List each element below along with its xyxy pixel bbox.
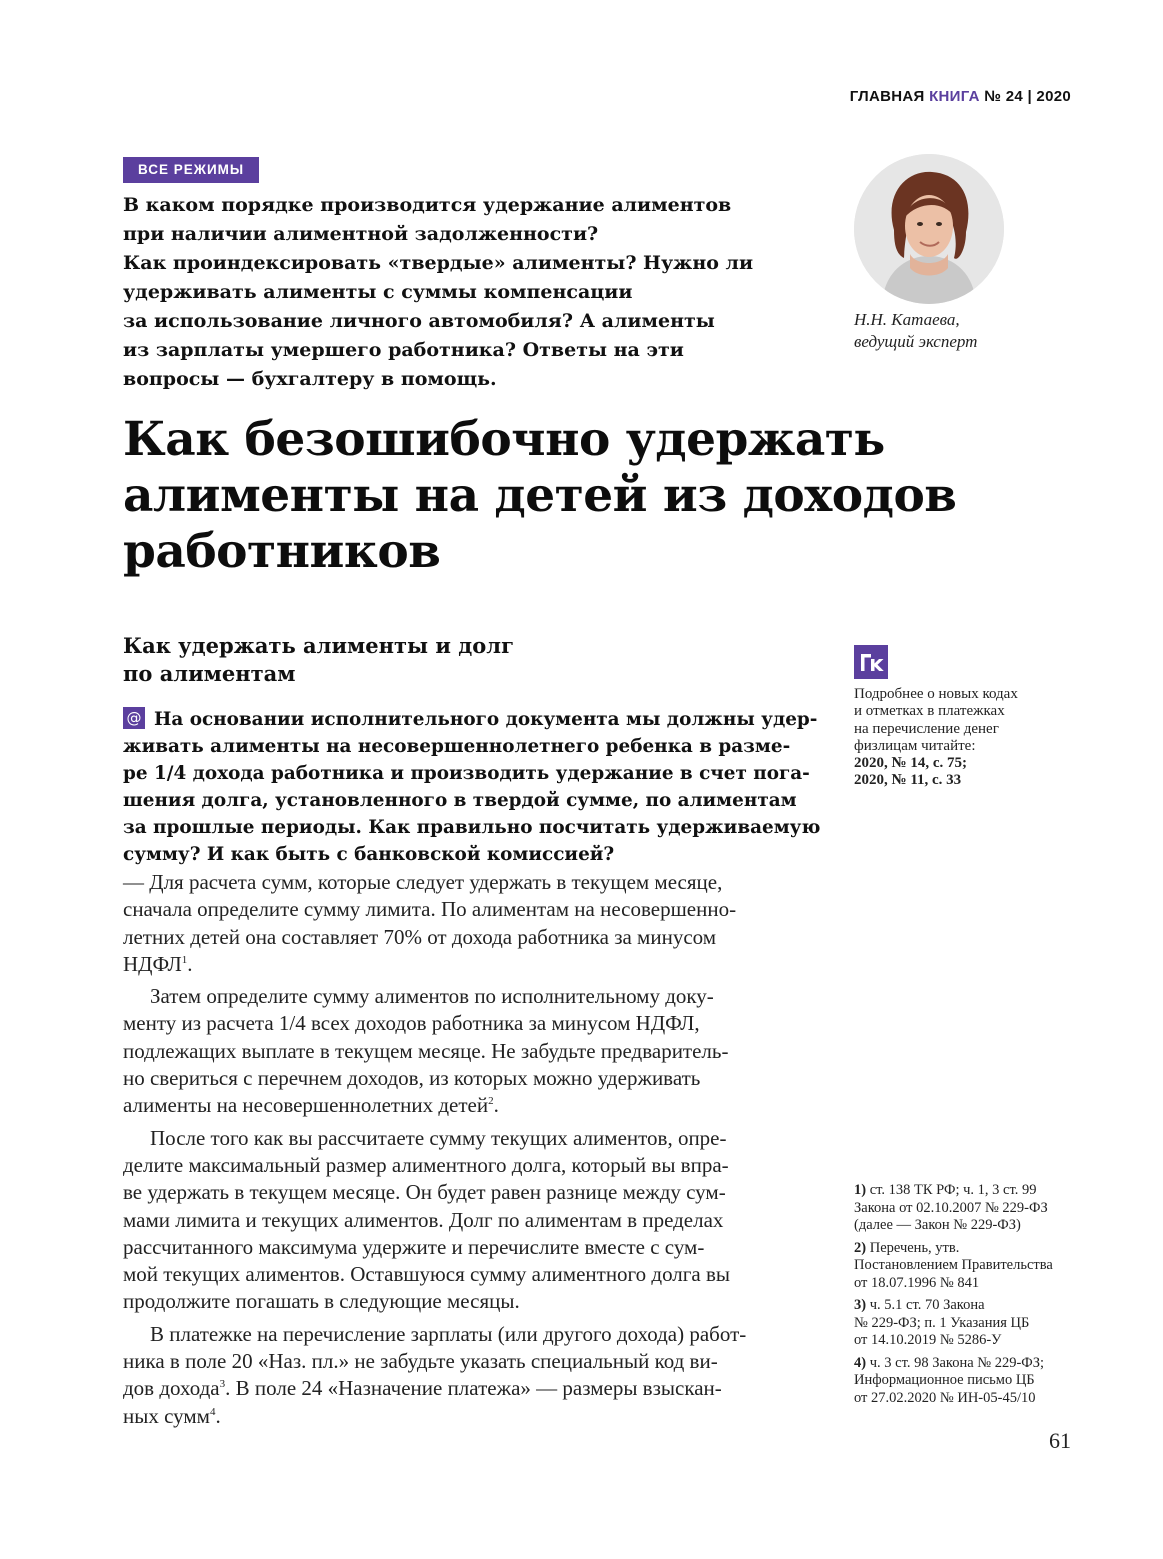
question-line: шения долга, установленного в твердой сумме, по алиментам xyxy=(123,790,797,811)
footnote xyxy=(854,1240,1094,1293)
lead-paragraph xyxy=(123,191,803,394)
category-tag: ВСЕ РЕЖИМЫ xyxy=(123,157,259,183)
magazine-name-accent: КНИГА xyxy=(929,88,980,105)
gk-logo-glyph xyxy=(854,645,888,679)
footnote-line: от 18.07.1996 № 841 xyxy=(854,1274,980,1291)
body-line: рассчитанного максимума удержите и перечислите вместе с сум- xyxy=(123,1234,705,1259)
body-line xyxy=(123,951,803,978)
sidebar-ref[interactable] xyxy=(854,755,1084,772)
footnote-ref[interactable]: 2 xyxy=(488,1095,494,1108)
footnote-ref[interactable]: 4 xyxy=(209,1405,216,1418)
body-line: сначала определите сумму лимита. По алиментам на несовершенно- xyxy=(123,897,737,922)
question-line: за прошлые периоды. Как правильно посчитать удерживаемую xyxy=(123,817,821,838)
lead-line: из зарплаты умершего работника? Ответы на эти xyxy=(123,339,684,361)
sidebar-note-line: Подробнее о новых кодах xyxy=(854,686,1018,702)
footnote-line xyxy=(854,1297,1094,1315)
issue-number: № 24 | 2020 xyxy=(984,88,1071,105)
footnote-text: ст. 138 ТК РФ; ч. 1, 3 ст. 99 xyxy=(869,1182,1037,1198)
author-role: ведущий эксперт xyxy=(854,332,978,351)
footnote xyxy=(854,1355,1094,1408)
footnote-text: ч. 3 ст. 98 Закона № 229-ФЗ; xyxy=(869,1354,1045,1371)
section-title xyxy=(123,632,623,688)
body-line: продолжите погашать в следующие месяцы. xyxy=(123,1289,520,1314)
at-sign-icon: @ xyxy=(123,707,145,729)
question-text: На основании исполнительного документа мы должны удер- xyxy=(154,709,818,730)
body-text: ных сумм xyxy=(123,1403,210,1428)
footnotes xyxy=(854,1182,1094,1412)
section-title-line: по алиментам xyxy=(123,661,296,686)
footnote-number: 3) xyxy=(854,1297,867,1313)
sidebar-ref-text[interactable]: 2020, № 11, с. 33 xyxy=(854,772,962,789)
running-header xyxy=(850,88,1071,105)
magazine-name: ГЛАВНАЯ xyxy=(849,88,925,105)
body-line xyxy=(123,1403,803,1430)
body-text: дов дохода xyxy=(123,1376,220,1401)
question-line: сумму? И как быть с банковской комиссией? xyxy=(123,844,615,865)
footnote-number: 2) xyxy=(854,1239,867,1256)
question-block xyxy=(123,706,821,868)
lead-line: удерживать алименты с суммы компенсации xyxy=(123,281,633,303)
body-line xyxy=(123,1092,803,1119)
question-line xyxy=(123,706,818,733)
answer-body xyxy=(123,869,803,1430)
author-caption xyxy=(854,309,1074,353)
sidebar-ref[interactable] xyxy=(854,772,1084,789)
footnote-line: Постановлением Правительства xyxy=(854,1257,1053,1273)
body-line: подлежащих выплате в текущем месяце. Не забудьте предваритель- xyxy=(123,1038,729,1063)
body-line: но свериться с перечнем доходов, из которых можно удерживать xyxy=(123,1066,701,1091)
body-line: мой текущих алиментов. Оставшуюся сумму алиментного долга вы xyxy=(123,1262,730,1287)
sidebar-note-line: и отметках в платежках xyxy=(854,703,1005,720)
question-line: ре 1/4 дохода работника и производить удержание в счет пога- xyxy=(123,763,810,784)
footnote xyxy=(854,1297,1094,1350)
section-title-line: Как удержать алименты и долг xyxy=(123,633,514,658)
footnote-line xyxy=(854,1240,1094,1258)
lead-line: при наличии алиментной задолженности? xyxy=(123,223,599,245)
footnote-number: 4) xyxy=(854,1354,867,1371)
footnote-ref[interactable]: 1 xyxy=(181,953,188,966)
body-line: Затем определите сумму алиментов по исполнительному доку- xyxy=(150,984,714,1009)
footnote-line: Информационное письмо ЦБ xyxy=(854,1372,1035,1388)
author-portrait-icon xyxy=(854,154,1004,304)
author-name: Н.Н. Катаева, xyxy=(854,310,960,329)
footnote-text: Перечень, утв. xyxy=(869,1239,960,1256)
lead-line: Как проиндексировать «твердые» алименты? Нужно ли xyxy=(123,252,754,274)
body-text: . xyxy=(493,1093,499,1118)
body-line: делите максимальный размер алиментного долга, который вы впра- xyxy=(123,1152,729,1177)
body-line: мами лимита и текущих алиментов. Долг по алиментам в пределах xyxy=(123,1207,724,1232)
sidebar-note-line: на перечисление денег xyxy=(854,720,999,737)
body-text: . В поле 24 «Назначение платежа» — размеры взыскан- xyxy=(225,1376,722,1401)
body-text: . xyxy=(215,1403,221,1428)
body-text: НДФЛ xyxy=(123,951,182,976)
lead-line: за использование личного автомобиля? А алименты xyxy=(123,310,715,332)
footnote-line: от 14.10.2019 № 5286-У xyxy=(854,1332,1002,1348)
body-line: — Для расчета сумм, которые следует удержать в текущем месяце, xyxy=(123,870,723,894)
footnote-line: Закона от 02.10.2007 № 229-ФЗ xyxy=(854,1199,1048,1216)
sidebar-ref-text[interactable]: 2020, № 14, с. 75; xyxy=(854,755,967,772)
footnote xyxy=(854,1182,1094,1235)
body-line: ве удержать в текущем месяце. Он будет равен разнице между сум- xyxy=(123,1180,726,1205)
body-text: алименты на несовершеннолетних детей xyxy=(123,1093,489,1118)
body-line: летних детей она составляет 70% от дохода работника за минусом xyxy=(123,924,717,949)
body-text: . xyxy=(187,951,193,976)
title-line: Как безошибочно удержать xyxy=(123,412,885,467)
sidebar-note xyxy=(854,686,1084,790)
page-number: 61 xyxy=(1049,1428,1071,1453)
author-photo xyxy=(854,154,1004,304)
lead-line: вопросы — бухгалтеру в помощь. xyxy=(123,368,497,390)
title-line: алименты на детей из доходов xyxy=(123,468,957,523)
lead-line: В каком порядке производится удержание алиментов xyxy=(123,194,732,216)
body-line: В платежке на перечисление зарплаты (или другого дохода) работ- xyxy=(150,1321,747,1346)
body-line: ника в поле 20 «Наз. пл.» не забудьте указать специальный код ви- xyxy=(123,1349,718,1374)
article-title xyxy=(123,412,1083,580)
body-line: менту из расчета 1/4 всех доходов работника за минусом НДФЛ, xyxy=(123,1011,700,1036)
footnote-text: ч. 5.1 ст. 70 Закона xyxy=(869,1297,985,1313)
body-line: После того как вы рассчитаете сумму текущих алиментов, опре- xyxy=(150,1125,727,1150)
footnote-line: № 229-ФЗ; п. 1 Указания ЦБ xyxy=(854,1314,1030,1331)
footnote-line xyxy=(854,1355,1094,1373)
footnote-line xyxy=(854,1182,1094,1200)
gk-logo-icon xyxy=(854,645,888,679)
body-line xyxy=(123,1375,803,1402)
footnote-number: 1) xyxy=(854,1182,867,1198)
footnote-line: (далее — Закон № 229-ФЗ) xyxy=(854,1217,1021,1233)
title-line: работников xyxy=(123,524,441,579)
sidebar-note-line: физлицам читайте: xyxy=(854,737,976,754)
footnote-line: от 27.02.2020 № ИН-05-45/10 xyxy=(854,1389,1036,1406)
question-line: живать алименты на несовершеннолетнего ребенка в разме- xyxy=(123,736,791,757)
footnote-ref[interactable]: 3 xyxy=(219,1378,226,1391)
